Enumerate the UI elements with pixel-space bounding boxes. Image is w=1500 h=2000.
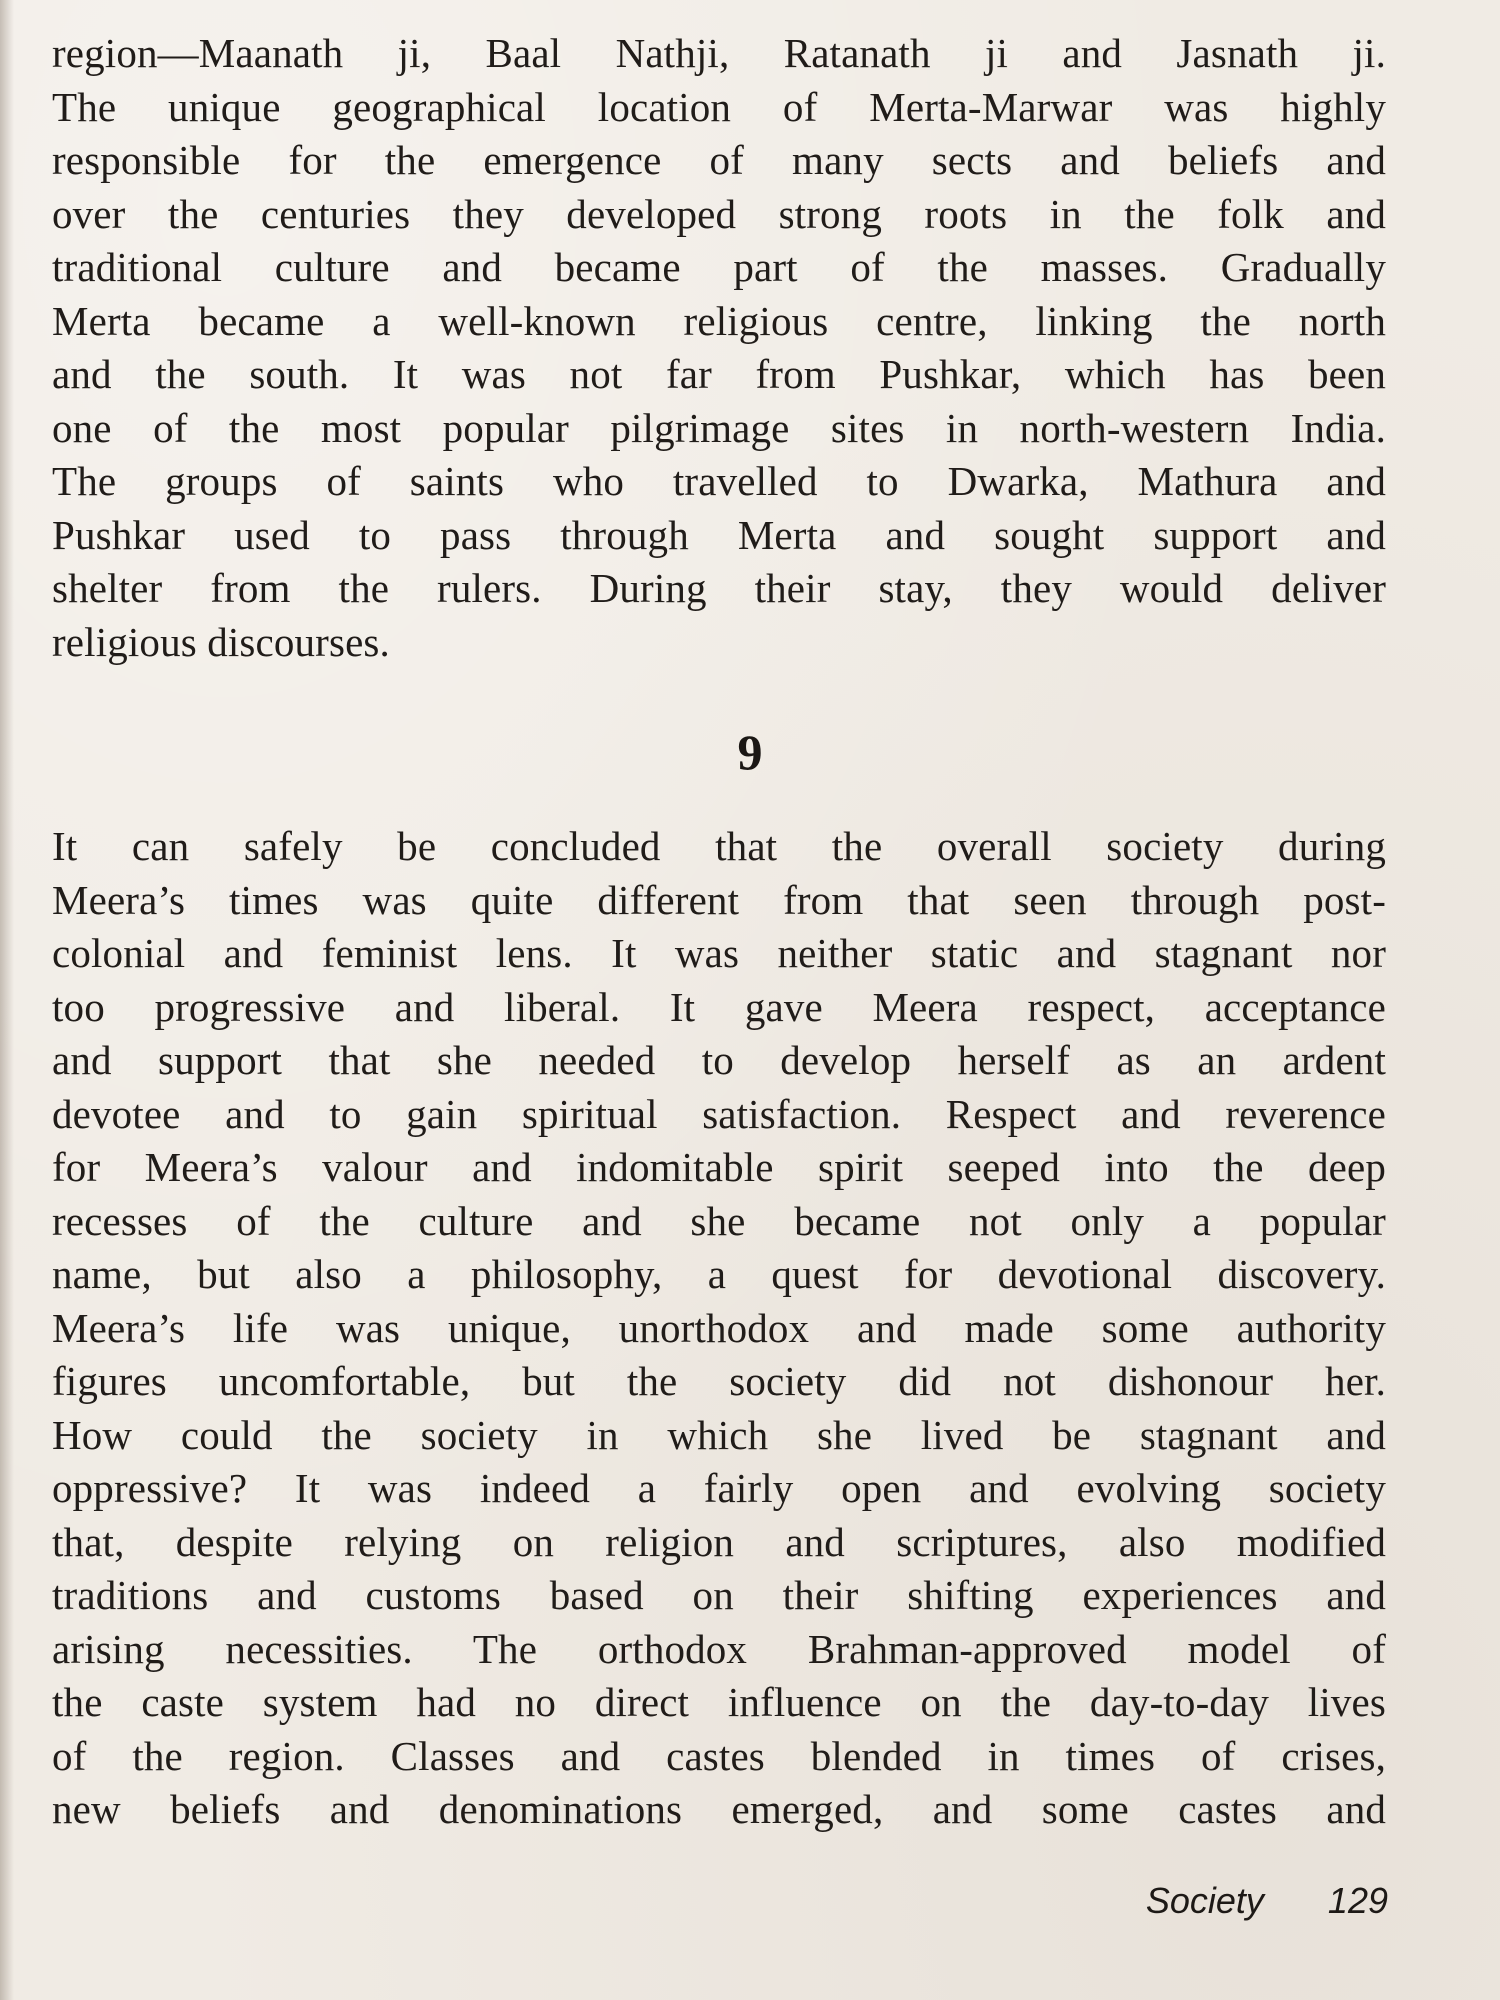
text-line: recesses of the culture and she became not only a popular — [52, 1197, 1386, 1244]
paragraph-one — [52, 27, 1386, 669]
text-line: traditional culture and became part of the masses. Gradually — [52, 244, 1386, 290]
text-line: Pushkar used to pass through Merta and sought support and — [52, 511, 1386, 558]
text-line: Meera’s times was quite different from that seen through post- — [52, 876, 1386, 923]
text-line: devotee and to gain spiritual satisfaction. Respect and reverence — [52, 1090, 1386, 1137]
text-line: name, but also a philosophy, a quest for devotional discovery. — [52, 1251, 1386, 1297]
text-line: arising necessities. The orthodox Brahman-approved model of — [52, 1625, 1386, 1672]
text-line: shelter from the rulers. During their stay, they would deliver — [52, 565, 1386, 611]
text-line: Merta became a well-known religious centre, linking the north — [52, 297, 1386, 344]
text-line: colonial and feminist lens. It was neither static and stagnant nor — [52, 930, 1386, 976]
paragraph-two — [52, 820, 1386, 1837]
text-line: Meera’s life was unique, unorthodox and made some authority — [52, 1304, 1386, 1351]
text-line: How could the society in which she lived be stagnant and — [52, 1411, 1386, 1458]
page-footer — [1146, 1878, 1388, 1924]
text-line: The unique geographical location of Merta-Marwar was highly — [52, 83, 1386, 130]
page-number: 129 — [1327, 1880, 1388, 1921]
text-line: and the south. It was not far from Pushkar, which has been — [52, 351, 1386, 397]
text-line: for Meera’s valour and indomitable spirit seeped into the deep — [52, 1144, 1386, 1190]
text-line: responsible for the emergence of many sects and beliefs and — [52, 137, 1386, 183]
text-line: the caste system had no direct influence on the day-to-day lives — [52, 1679, 1386, 1725]
text-line: and support that she needed to develop herself as an ardent — [52, 1037, 1386, 1083]
text-line: of the region. Classes and castes blended in times of crises, — [52, 1732, 1386, 1779]
text-line: region—Maanath ji, Baal Nathji, Ratanath ji and Jasnath ji. — [52, 30, 1386, 76]
text-line: oppressive? It was indeed a fairly open and evolving society — [52, 1465, 1386, 1511]
text-line: one of the most popular pilgrimage sites in north-western India. — [52, 404, 1386, 451]
text-line: too progressive and liberal. It gave Meera respect, acceptance — [52, 983, 1386, 1030]
text-line: that, despite relying on religion and scriptures, also modified — [52, 1518, 1386, 1565]
text-line: It can safely be concluded that the overall society during — [52, 823, 1386, 869]
text-line: figures uncomfortable, but the society did not dishonour her. — [52, 1358, 1386, 1404]
gutter-shadow — [0, 0, 14, 2000]
text-line: traditions and customs based on their shifting experiences and — [52, 1572, 1386, 1618]
text-line: new beliefs and denominations emerged, and some castes and — [52, 1786, 1386, 1832]
text-line: The groups of saints who travelled to Dwarka, Mathura and — [52, 458, 1386, 504]
running-head: Society — [1145, 1880, 1264, 1921]
section-number: 9 — [737, 724, 763, 780]
text-line: religious discourses. — [52, 618, 390, 665]
text-line: over the centuries they developed strong roots in the folk and — [52, 190, 1386, 237]
